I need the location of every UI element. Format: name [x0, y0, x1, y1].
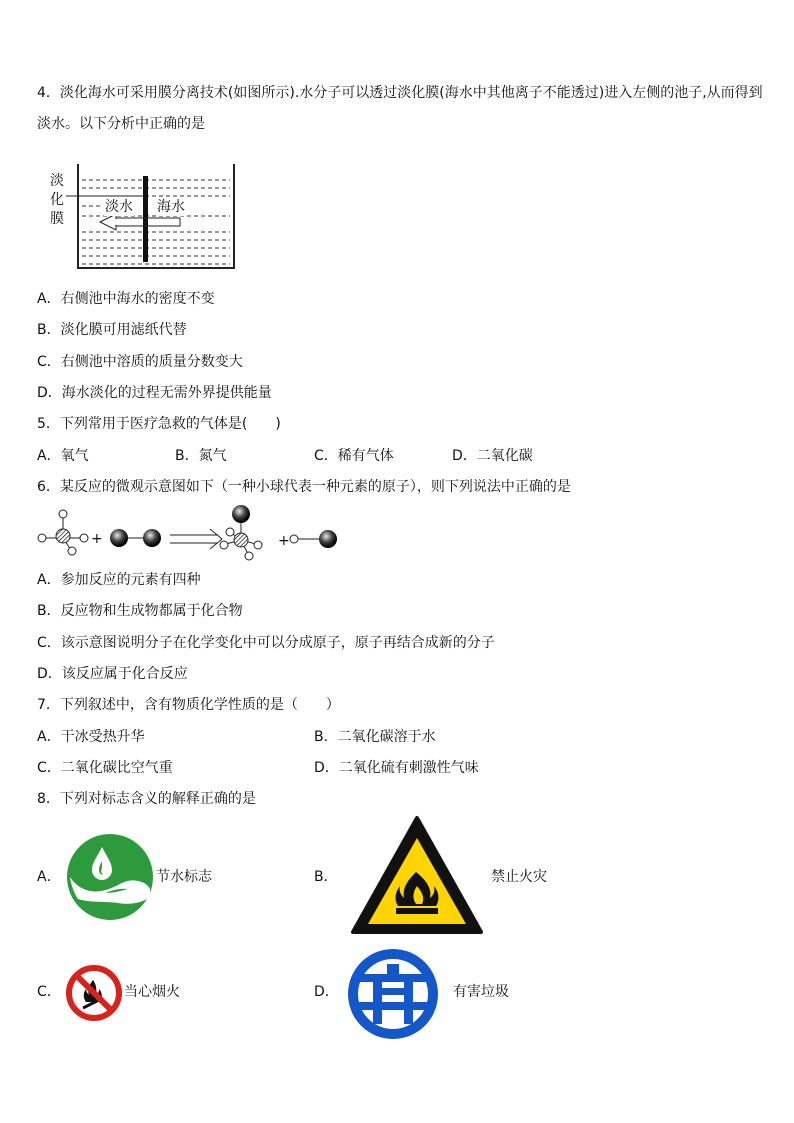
q6-option-c: C．该示意图说明分子在化学变化中可以分成原子，原子再结合成新的分子 [37, 635, 495, 651]
q8-stem: 8．下列对标志含义的解释正确的是 [37, 791, 256, 807]
q7-option-b: B．二氧化碳溶于水 [314, 729, 436, 745]
q8-option-b-letter: B． [314, 869, 338, 885]
svg-text:+: + [278, 533, 290, 549]
q7-option-c: C．二氧化碳比空气重 [37, 760, 173, 776]
q6-option-d: D．该反应属于化合反应 [37, 666, 188, 682]
q5-option-d: D．二氧化碳 [452, 448, 533, 464]
q4-stem-line1: 4．淡化海水可采用膜分离技术(如图所示).水分子可以透过淡化膜(海水中其他离子不能透过)进入左侧的池子,从而得到 [37, 85, 763, 101]
membrane-label-2: 化 [50, 192, 64, 208]
reaction-diagram [34, 502, 344, 566]
svg-text:+: + [91, 531, 103, 547]
q4-option-b: B．淡化膜可用滤纸代替 [37, 322, 187, 338]
q7-option-d: D．二氧化硫有刺激性气味 [314, 760, 479, 776]
no-fire-sign-icon [65, 964, 123, 1022]
q4-option-d: D．海水淡化的过程无需外界提供能量 [37, 385, 272, 401]
q8-option-c-letter: C． [37, 984, 61, 1000]
sea-water-label: 海水 [157, 199, 185, 215]
q5-stem: 5．下列常用于医疗急救的气体是( ) [37, 416, 281, 432]
recyclable-sign-icon [345, 946, 441, 1042]
q5-option-c: C．稀有气体 [314, 448, 394, 464]
q6-stem: 6．某反应的微观示意图如下（一种小球代表一种元素的原子），则下列说法中正确的是 [37, 479, 571, 495]
q5-option-a: A．氧气 [37, 448, 89, 464]
flammable-warning-sign-icon [350, 814, 484, 936]
membrane-figure [40, 160, 240, 272]
q8-option-d-label: 有害垃圾 [453, 984, 509, 1000]
membrane-label-1: 淡 [50, 173, 64, 189]
q4-stem-line2: 淡水。以下分析中正确的是 [37, 116, 205, 132]
fresh-water-label: 淡水 [105, 199, 133, 215]
q8-option-d-letter: D． [314, 984, 339, 1000]
q5-option-b: B．氮气 [175, 448, 227, 464]
q4-option-c: C．右侧池中溶质的质量分数变大 [37, 354, 243, 370]
membrane-label-3: 膜 [50, 211, 64, 227]
q6-option-a: A．参加反应的元素有四种 [37, 572, 201, 588]
q6-option-b: B．反应物和生成物都属于化合物 [37, 603, 243, 619]
q8-option-a-letter: A． [37, 869, 61, 885]
q4-option-a: A．右侧池中海水的密度不变 [37, 291, 215, 307]
q8-option-c-label: 当心烟火 [124, 984, 180, 1000]
q7-option-a: A．干冰受热升华 [37, 729, 145, 745]
q7-stem: 7．下列叙述中，含有物质化学性质的是（ ） [37, 697, 340, 713]
water-saving-sign-icon [66, 833, 154, 921]
q8-option-a-label: 节水标志 [156, 869, 212, 885]
q8-option-b-label: 禁止火灾 [491, 869, 547, 885]
